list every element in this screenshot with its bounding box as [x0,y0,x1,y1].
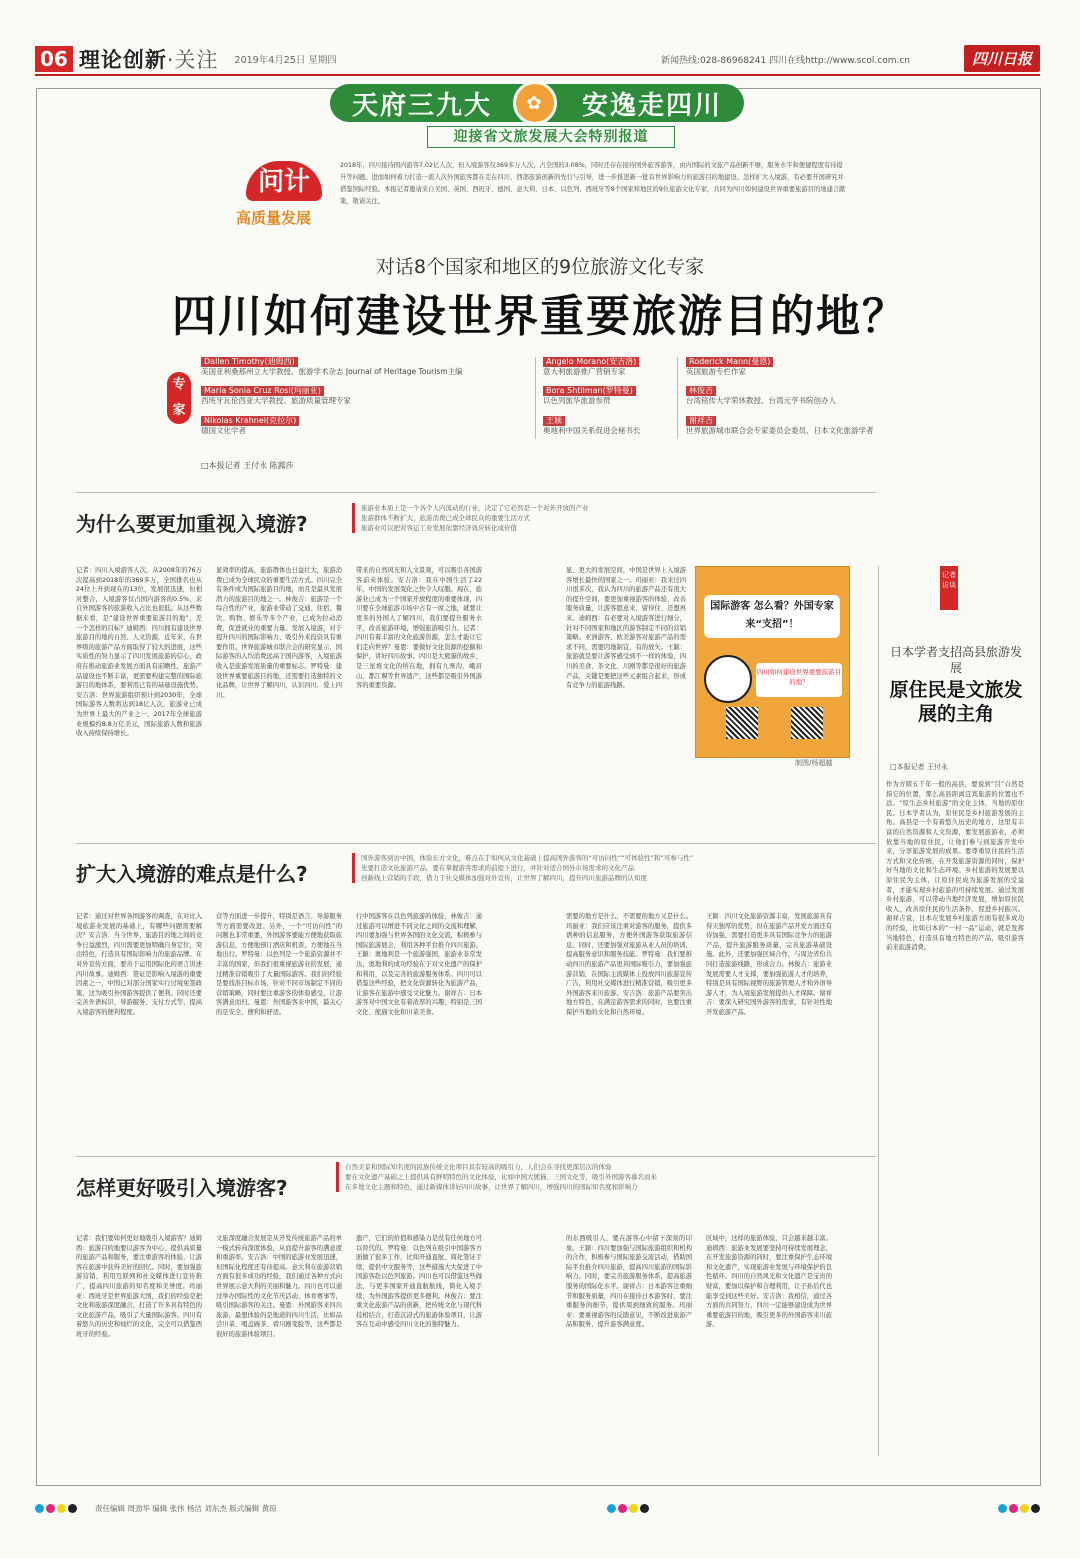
hotline: 新闻热线:028-86968241 四川在线http://www.scol.com.cn [660,55,910,66]
section-bullets: 旅游业本质上是一个各个人内流动的行业，决定了它必然是一个对外开放的产业 旅游群体不断扩大，旅游消费已成全球民众的重要生活方式 旅游业可以把对客运工业发展依靠经济效应转化成价值 [352,503,861,533]
expert-entry: Dallen Timothy(迪姆西) 美国亚利桑那州立大学教授、旅游学术杂志 Journal of Heritage Tourism主编 [201,357,463,376]
section-rule [76,843,876,844]
poster-slogan: 四川如何建设世界重要旅游目的地？ [756,663,842,697]
expert-entry: Nikolas Krahnel(克拉尔) 德国文化学者 [201,416,531,436]
campaign-banner [330,84,744,122]
experts-tag: 专家 [167,372,191,424]
article-column: 文旅深度融合发展是从开发传统旅游产品的单一模式转向深度体验，从而提升游客的满意度和重游率。安吉洛：中国的旅游业发展迅速，但国际化程度还有待提高。意大利在旅游营销方面有很多成功的经验，我们通过各种方式向世界展示意大利的美丽和魅力。四川也可以通过举办国际性的文化节庆活动、体育赛事等，吸引国际游客的关注。曼恩：外国游客来四川旅游，最想体验的是地道的四川生活，比如品尝川菜、喝盖碗茶、看川剧变脸等，这些都是很好的旅游体验项目。 [216,1235,342,1338]
section-title: 理论创新·关注 [78,48,219,72]
color-registration-marks [998,1504,1040,1513]
expert-entry: Bora Shtilman(罗特曼) 以色列旅华旅游参赞 [543,386,673,406]
byline: □本报记者 王付永 陈露莎 [201,461,294,470]
qr-code-icon [791,707,823,739]
side-headline: 原住民是文旅发展的主角 [889,679,1023,725]
expert-entry: Angelo Morano(安吉洛) 意大利旅游推广营销专家 [543,357,673,377]
headline: 四川如何建设世界重要旅游目的地？ [172,291,908,342]
article-column: 带来的自然风光和人文景观，可以吸引各国游客前来体验。安吉洛：我在中国生活了22年，中国的发展变化之快令人叹服。现在，旅游业已成为一个国家开放程度的重要体现，四川要在全球旅游市场中占有一席之地，就要让更多的外国人了解四川，我们要提升服务水平，改善旅游环境，增强旅游吸引力。记者：四川有着丰富的文化旅游资源，怎么才能让它们走向世界？曼恩：要做好文化资源的挖掘和保护，讲好四川故事。四川是大熊猫的故乡，是三星堆文化的所在地，拥有九寨沟、峨眉山、都江堰等世界遗产，这些都是吸引外国游客的重要资源。 [356,567,482,690]
section-question: 怎样更好吸引入境游客? [76,1176,288,1200]
section-question: 为什么要更加重视入境游? [76,512,308,536]
flower-emblem-icon: ✿ [513,81,557,125]
wenji-badge: 问计 [246,161,322,201]
poster-caption: 制图/杨超越 [795,759,833,767]
article-column: 记者：四川入境游客人次，从2008年的76万次提高到2018年的369多万，全国排名也从24位上升到现在的13位，发展很迅速，但相对整合，入境游客仅占国内游客的0.5%，来自外国游客的旅游收入占比也很低。从这些数据来看，是“建设世界重要旅游目的地”，差一个怎样的目标？迪姆西：四川拥有建设世界旅游目的地的自然、人文资源，近年来，在世界级的旅游产品方面取得了较大的进展，这些实质性的努力显示了四川发展旅游的信心，政府在推动旅游业发展方面具有前瞻性，旅游产品建设也不断丰富，更需要构建完整的国际旅游目的地体系，要利用已有的基础设施优势。安吉洛：世界旅游组织预计到2030年，全球国际游客人数将达到18亿人次，旅游业已成为世界上最大的产业之一，2017年全球旅游业规模约8.8万亿美元，国际旅游人数和旅游收入持续保持增长。 [76,567,202,738]
article-column: 显效率的提高，旅游群体也日益壮大，旅游消费已成为全球民众的重要生活方式。四川完全有条件成为国际旅游目的地，而且是最具发展潜力的旅游目的地之一。林俊吉：旅游是一个综合性的产业，旅游业带动了交通、住宿、餐饮、购物、娱乐等多个产业，已成为拉动消费、促进就业的重要力量。发展入境游，对于提升四川的国际影响力、吸引外来投资具有重要作用。世界旅游城市联合会的研究显示，国际游客的人均消费远高于国内游客，入境旅游收入是旅游发展质量的重要标志。罗特曼：建设世界重要旅游目的地，还需要打造独特的文化品牌，让世界了解四川，认识四川，爱上四川。 [216,567,342,699]
side-byline: □本报记者 王付永 [890,763,948,771]
side-column-divider [878,566,879,1456]
editors-credit: 责任编辑 周劲华 编辑 张伟 杨洁 刘东杰 版式编辑 黄琼 [95,1503,277,1513]
expert-entry: 林俊吉 台湾铭传大学荣休教授、台湾元亨书院创办人 [686,386,836,405]
color-registration-marks [607,1504,649,1513]
section-bullets: 自然美景和国际知名度的民族传统文化项目具有较高的吸引力，人们会在寻找更深层次的体验 要在文化遗产基础之上提供具有鲜明特色的文化体验，比如中国大熊猫、三国文化等，吸引外国游客慕名而来 在多地文化主题和特色，通过新媒体讲好四川故事，让世界了解四川，增强四川的国际知名度和影响力 [336,1162,865,1192]
banner-right: 安逸走四川 [581,90,722,121]
article-column: 需要的地方是什么，不需要的地方又是什么。玛丽亚：我们应该注重对游客的服务，提供多语种的信息服务，方便外国游客获取旅游信息。同时，还要加强对旅游从业人员的培训，提高服务意识和服务技能。罗特曼：我们要推动四川的旅游产品更具国际吸引力，要加强旅游营销，在国际主流媒体上投放四川旅游宣传广告，利用社交媒体进行精准营销，吸引更多外国游客来川旅游。安吉洛：旅游产品要突出地方特色，在满足游客需求的同时，也要注重保护当地的文化和自然环境。 [566,913,692,1016]
page-footer [35,1498,1040,1518]
expert-entry: 王颖 奥地利中国关系促进会秘书长 [543,416,641,435]
promo-poster [695,566,850,758]
expert-entry: Maria Sonia Cruz Rosi(玛丽亚) 西班牙瓦伦西亚大学教授、旅游质量管理专家 [201,386,351,405]
side-kicker: 日本学者支招高县旅游发展 [889,645,1022,675]
banner-subtitle: 迎接省文旅发展大会特别报道 [427,126,675,148]
masthead-rule [35,74,1040,76]
masthead [35,45,1040,73]
article-column: 营等方面进一步提升，特别是语言、导游服务等方面需要改进。另外，一个“可访问性”的问题也非常重要，外国游客要能方便地获取旅游信息，方便地预订酒店和机票，方便地在当地出行。罗特曼：以色列是一个旅游资源并不丰富的国家，但我们很重视旅游业的发展，通过精准营销吸引了大量国际游客。我们的经验是要找准目标市场，针对不同市场制定不同的营销策略，同时要注重游客的体验感受，让游客满意而归。曼恩：外国游客来中国，最关心的是安全、便利和舒适。 [216,913,342,1016]
article-column: 区域中，这样的旅游体验，只会越来越丰富。迪姆西：旅游业发展要坚持可持续发展理念，在开发旅游资源的同时，要注重保护生态环境和文化遗产，实现旅游业发展与环境保护的良性循环。四川的自然风光和文化遗产是宝贵的财富，要加以保护和合理利用，让子孙后代也能享受到这些美好。安吉洛：我相信，通过各方面的共同努力，四川一定能够建设成为世界重要旅游目的地，吸引更多的外国游客来川旅游。 [706,1235,832,1329]
article-column: 的东西吸引人，要在游客心中留下深刻的印象。王颖：四川要加强与国际旅游组织和机构的合作，积极参与国际旅游交流活动，借助国际平台推介四川旅游，提高四川旅游的国际影响力。同时，要完善旅游服务体系，提高旅游服务的国际化水平。谢祥吉：日本游客注重细节和服务质量，四川在接待日本游客时，要注重服务的细节，提供周到细致的服务。玛丽亚：要重视游客的反馈意见，不断改进旅游产品和服务，提升游客满意度。 [566,1235,692,1329]
expert-divider [677,357,678,439]
expert-divider [535,357,536,439]
intro-paragraph: 2018年，四川接待国内游客7.02亿人次，但入境游客仅369多万人次，占全国的3.08%，同时还存在接待国外旅客游客，由内国际的文旅产品创新不够，服务水平和便捷程度有待提升等问题。进而如何着力打造一流人次外国旅客都在走在四川、西部旅游创新的先行与引导，进一步推进新一批有世界影响力的旅游目的地建设。怎样扩大入境游，有必要开展研究并借鉴国际经验。本报记者邀请来自美国、英国、西班牙、德国、意大利、日本、以色列、西班牙等8个国家和地区的9位旅游文化专家，共同为四川如何建设世界重要旅游目的地建言献策，敬请关注。 [340,162,846,205]
article-column: 王颖：四川文化旅游资源丰富，发展旅游具有得天独厚的优势，但在旅游产品开发方面还有待加强，需要打造更多具有国际竞争力的旅游产品，提升旅游服务质量，完善旅游基础设施。此外，还要加强区域合作，与周边省份共同打造旅游线路，形成合力。林俊吉：旅游业发展需要人才支撑，要加强旅游人才的培养，特别是具有国际视野的旅游管理人才和外语导游人才，为入境旅游发展提供人才保障。谢祥吉：要深入研究国外游客的需求，有针对性地开发旅游产品。 [706,913,832,1016]
side-article-body: 作为方圆五千年一般的高县，要说到“目”自然是指它的位置，那么高县距离宜宾旅游的位置也不远。“原生态乡村旅游”的文化主体，当地的原住民。日本学者认为，原住民是乡村旅游发展的主角。高县是一个有着悠久历史的地方，这里有丰富的自然资源和人文资源，要发展旅游业，必须依靠当地的原住民，让他们参与到旅游开发中来，分享旅游发展的成果。要尊重原住民的生活方式和文化传统，在开发旅游资源的同时，保护好当地的文化和生态环境。乡村旅游的发展要以原住民为主体，让原住民成为旅游发展的受益者，才能实现乡村旅游的可持续发展。通过发展乡村旅游，可以带动当地经济发展，增加原住民收入，改善原住民的生活条件，促进乡村振兴。谢祥吉说，日本在发展乡村旅游方面有很多成功的经验，比如日本的“一村一品”运动，就是发挥当地特色，打造具有地方特色的产品，吸引游客前来旅游消费。 [886,781,1024,952]
article-column: 行中国游客在以色列旅游的体验，林俊吉：通过旅游可以增进不同文化之间的交流和理解，四川要加强与世界各国的文化交流，积极参与国际旅游展会，利用各种平台推介四川旅游。王颖：奥地利是一个旅游强国，旅游业非常发达，奥地利的成功经验在于对文化遗产的保护和利用，以及完善的旅游服务体系。四川可以借鉴这些经验，把文化资源转化为旅游产品，让游客在旅游中感受文化魅力。谢祥吉：日本游客对中国文化有着浓厚的兴趣，特别是三国文化、熊猫文化和川菜美食。 [356,913,482,1016]
article-column: 显、更大的发展空间，中国是世界上入境游客增长最快的国家之一。玛丽亚：我来过四川很多次，我认为四川的旅游产品还有很大的提升空间，要更加重视游客的体验，改善服务质量，让游客愿意来、留得住、还想再来。迪姆西：有必要对入境游客进行细分，针对不同国家和地区的游客制定不同的营销策略。亚洲游客、欧美游客对旅游产品的需求不同，需要因地制宜，有的放矢。王颖：旅游就是要让游客感受到不一样的体验，四川的美食、茶文化、川剧等都是很好的旅游产品，关键是要把这些元素组合起来，形成有竞争力的旅游线路。 [566,567,686,690]
newspaper-logo: 四川日报 [964,45,1040,72]
section-bullets: 国外游客到访中国，体验东方文化，难点在于如何从文化基础上提高国外游客的“可访问性”“可体验性”和“可参与性” 先要打造文化旅游产品，要在掌握游客需求的前提下进行，并针对适合国外市场需求的文化产品 创新线上营销的手段，借力于社交媒体加强对外宣传，让世界了解四川，提升四川旅游品牌的认知度 [352,853,861,883]
subheadline: 对话8个国家和地区的9位旅游文化专家 [375,256,705,278]
expert-entry: Roderick Mann(曼恩) 英国旅游专栏作家 [686,357,926,377]
expert-entry: 谢祥吉 世界旅游城市联合会专家委员会委员、日本文化旅游学者 [686,416,874,435]
qr-code-icon [726,707,758,739]
banner-left: 天府三九大 [352,90,493,121]
side-tag: 记者访谈 [940,566,958,610]
section-question: 扩大入境游的难点是什么? [76,862,308,886]
panda-icon [704,655,752,703]
issue-date: 2019年4月25日 星期四 [234,55,337,66]
poster-question: 国际游客 怎么看？外国专家来“支招”！ [704,595,840,638]
color-registration-marks [35,1504,77,1513]
wenji-subtitle: 高质量发展 [236,209,312,227]
section-rule [76,492,876,493]
article-column: 记者：通过对世界各国游客的调查，在对比入境旅游业发展的基础上，有哪些问题需要解决？安吉洛：当今世界，旅游目的地之间的竞争日益激烈，四川需要更加明确自身定位，突出特色，打造具有国际影响力的旅游品牌。在对外宣传方面，要善于运用国际化的语言讲述四川故事。迪姆西：签证是影响入境游的重要因素之一，中国已对部分国家实行过境免签政策，这为吸引外国游客提供了便利。同时还要完善外语标识、导游服务、支付方式等，提高入境游客的便利程度。 [76,913,202,1016]
page-number: 06 [35,46,73,72]
article-column: 遗产，它们的价值和感染力是没有任何地方可以替代的。罗特曼：以色列在吸引中国游客方面做了很多工作，比如开通直航、简化签证手续、提供中文服务等，这些措施大大促进了中国游客赴以色列旅游。四川也可以借鉴这些做法，与更多国家开通直航航线，简化入境手续，为外国游客提供更多便利。林俊吉：要注重文化旅游产品的创新，把传统文化与现代科技相结合，打造沉浸式的旅游体验项目，让游客在互动中感受四川文化的独特魅力。 [356,1235,482,1329]
article-column: 记者：我们要如何更好地吸引入境游客？迪姆西：旅游目的地要以游客为中心，提供高质量的旅游产品和服务，要注重游客的体验，让游客在旅游中获得美好的回忆。同时，要加强旅游营销，利用互联网和社交媒体进行宣传推广，提高四川旅游的知名度和美誉度。玛丽亚：西班牙是世界旅游大国，我们的经验是把文化和旅游深度融合，打造了许多具有特色的文化旅游产品，吸引了大量国际游客。四川有着悠久的历史和灿烂的文化，完全可以借鉴西班牙的经验。 [76,1235,202,1338]
section-rule [76,1156,876,1157]
